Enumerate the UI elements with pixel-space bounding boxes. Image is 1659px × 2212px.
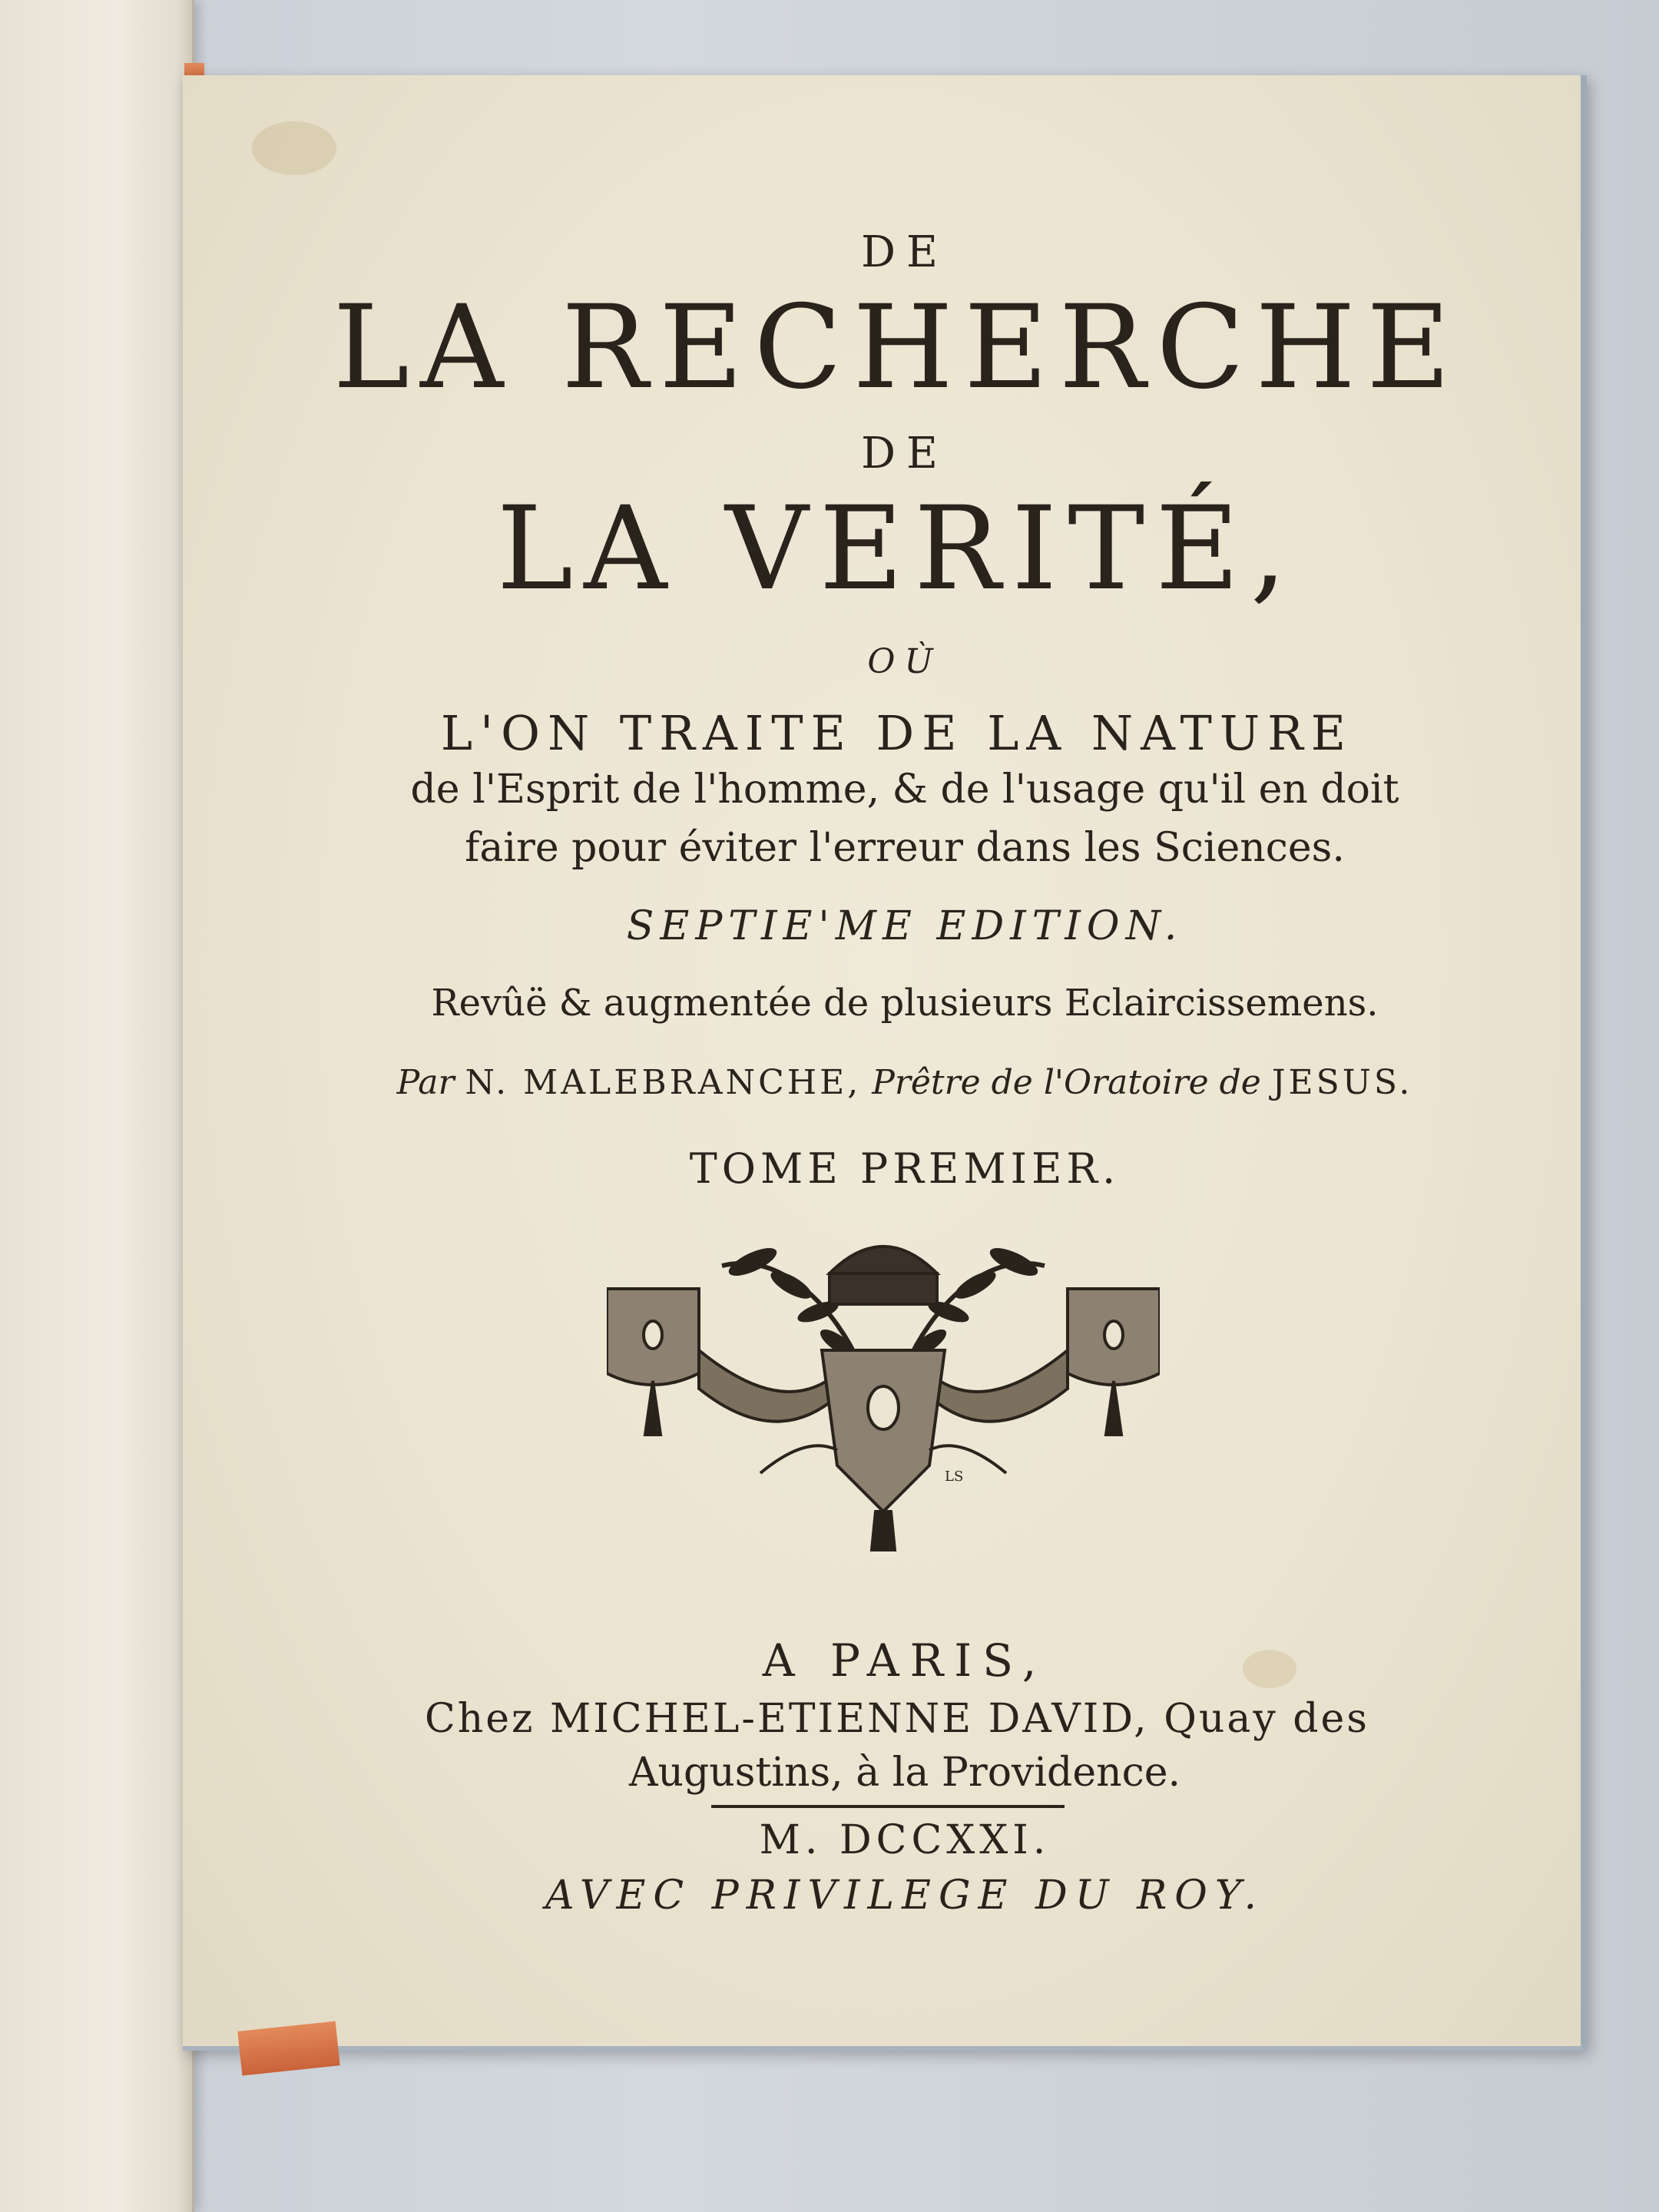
subtitle-line-3: faire pour éviter l'erreur dans les Sciences. (465, 825, 1345, 871)
author-title: Prêtre de l'Oratoire de (872, 1063, 1261, 1102)
ornament-crown (830, 1247, 937, 1273)
de-line-1: DE (861, 227, 949, 277)
privilege-line: AVEC PRIVILEGE DU ROY. (545, 1873, 1265, 1919)
publisher-line-2: Augustins, à la Providence. (628, 1750, 1181, 1796)
main-title: LA RECHERCHE (333, 281, 1462, 415)
author-name: N. MALEBRANCHE, (465, 1063, 862, 1102)
author-prefix: Par (396, 1063, 455, 1102)
separator-rule (711, 1805, 1065, 1808)
city-line: A PARIS, (762, 1634, 1048, 1687)
author-suffix: JESUS. (1271, 1063, 1413, 1102)
ou-line: OÙ (867, 642, 942, 681)
volume-line: TOME PREMIER. (689, 1144, 1121, 1193)
left-facing-page (0, 0, 194, 2212)
subject-title: LA VERITÉ, (496, 482, 1298, 616)
edition-line: SEPTIE'ME EDITION. (626, 903, 1184, 949)
publisher-line-1: Chez MICHEL-ETIENNE DAVID, Quay des (424, 1696, 1369, 1742)
subtitle-line-2: de l'Esprit de l'homme, & de l'usage qu'il en doit (410, 767, 1399, 813)
title-page (183, 75, 1587, 2051)
subtitle-line-1: L'ON TRAITE DE LA NATURE (440, 705, 1354, 761)
ornament-initials: LS (945, 1469, 964, 1485)
revision-line: Revûë & augmentée de plusieurs Eclaircissemens. (431, 982, 1379, 1025)
de-line-2: DE (861, 429, 949, 478)
printers-ornament (607, 1220, 1160, 1558)
title-text-block (183, 75, 1581, 2046)
author-line (183, 1063, 1581, 1102)
year-line: M. DCCXXI. (759, 1817, 1051, 1863)
